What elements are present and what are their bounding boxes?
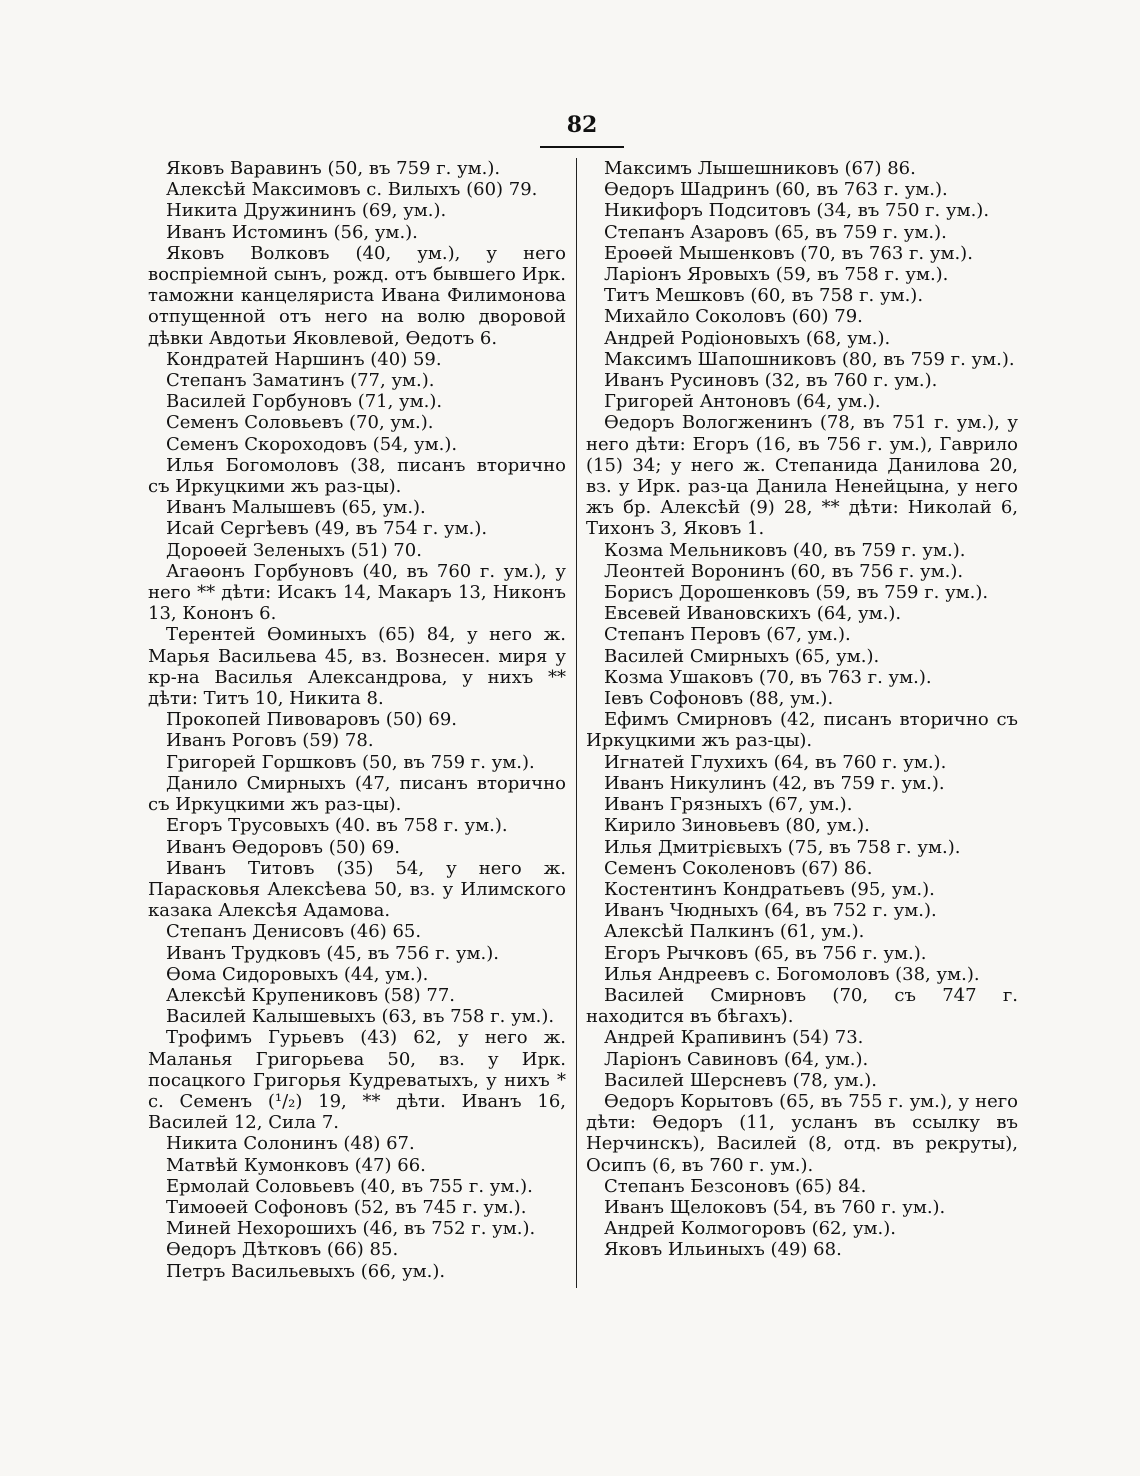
register-entry: Егоръ Рычковъ (65, въ 756 г. ум.). [604, 942, 927, 964]
register-entry: Иванъ Никулинъ (42, въ 759 г. ум.). [604, 772, 945, 794]
register-entry: Степанъ Заматинъ (77, ум.). [166, 370, 435, 392]
register-entry: Григорей Горшковъ (50, въ 759 г. ум.). [166, 751, 535, 773]
register-entry: Илья Дмитрієвыхъ (75, въ 758 г. ум.). [604, 836, 961, 858]
register-entry: Иванъ Истоминъ (56, ум.). [166, 221, 418, 243]
register-entry: Степанъ Перовъ (67, ум.). [604, 624, 851, 646]
register-entry: Тимоөей Софоновъ (52, въ 745 г. ум.). [166, 1196, 527, 1218]
register-entry: Максимъ Шапошниковъ (80, въ 759 г. ум.). [604, 348, 1015, 370]
page-number-underline [540, 146, 624, 148]
register-entry: Өедоръ Корытовъ (65, въ 755 г. ум.), у него дѣти: Өедоръ (11, усланъ въ ссылку въ Нерчинскъ), Василей (8, отд. въ рекруты), Осипъ (6, въ 760 г. ум.). [586, 1090, 1018, 1176]
register-entry: Степанъ Безсоновъ (65) 84. [604, 1175, 867, 1197]
register-entry: Василей Смирныхъ (65, ум.). [604, 645, 880, 667]
register-entry: Григорей Антоновъ (64, ум.). [604, 391, 881, 413]
page-number: 82 [566, 112, 598, 138]
register-entry: Ефимъ Смирновъ (42, писанъ вторично съ Иркуцкими жъ раз-цы). [586, 709, 1018, 752]
register-entry: Иванъ Русиновъ (32, въ 760 г. ум.). [604, 370, 938, 392]
register-entry: Иванъ Трудковъ (45, въ 756 г. ум.). [166, 942, 500, 964]
register-entry: Андрей Крапивинъ (54) 73. [604, 1027, 864, 1049]
column-divider [576, 158, 577, 1288]
register-entry: Иванъ Өедоровъ (50) 69. [166, 836, 401, 858]
register-entry: Трофимъ Гурьевъ (43) 62, у него ж. Маланья Григорьева 50, вз. у Ирк. посацкого Григорья Кудреватыхъ, у нихъ * с. Семенъ (¹/₂) 19, ** дѣти. Иванъ 16, Василей 12, Сила 7. [148, 1027, 566, 1134]
register-entry: Андрей Родіоновыхъ (68, ум.). [604, 327, 891, 349]
register-entry: Илья Богомоловъ (38, писанъ вторично съ Иркуцкими жъ раз-цы). [148, 454, 566, 498]
register-entry: Василей Горбуновъ (71, ум.). [166, 391, 443, 413]
register-entry: Егоръ Трусовыхъ (40. въ 758 г. ум.). [166, 815, 508, 837]
register-entry: Ларіонъ Савиновъ (64, ум.). [604, 1048, 869, 1070]
register-entry: Петръ Васильевыхъ (66, ум.). [166, 1260, 446, 1282]
register-entry: Ермолай Соловьевъ (40, въ 755 г. ум.). [166, 1175, 533, 1197]
register-entry: Яковъ Ильиныхъ (49) 68. [604, 1239, 842, 1261]
register-entry: Михайло Соколовъ (60) 79. [604, 306, 863, 328]
register-entry: Іевъ Софоновъ (88, ум.). [604, 688, 834, 710]
register-entry: Василей Калышевыхъ (63, въ 758 г. ум.). [166, 1006, 555, 1028]
register-entry: Степанъ Азаровъ (65, въ 759 г. ум.). [604, 221, 947, 243]
register-entry: Яковъ Волковъ (40, ум.), у него воспріемной сынъ, рожд. отъ бывшего Ирк. таможни канцеляриста Ивана Филимонова отпущенной отъ него на волю дворовой дѣвки Авдотьи Яковлевой, Өедотъ 6. [148, 242, 566, 349]
register-entry: Илья Андреевъ с. Богомоловъ (38, ум.). [604, 963, 980, 985]
register-entry: Кирило Зиновьевъ (80, ум.). [604, 815, 870, 837]
register-entry: Василей Шерсневъ (78, ум.). [604, 1069, 878, 1091]
register-entry: Агаөонъ Горбуновъ (40, въ 760 г. ум.), у него ** дѣти: Исакъ 14, Макаръ 13, Никонъ 13, Кононъ 6. [148, 560, 566, 625]
register-entry: Өедоръ Шадринъ (60, въ 763 г. ум.). [604, 179, 948, 201]
register-entry: Никита Дружининъ (69, ум.). [166, 200, 447, 222]
register-entry: Андрей Колмогоровъ (62, ум.). [604, 1218, 897, 1240]
register-entry: Евсевей Ивановскихъ (64, ум.). [604, 603, 902, 625]
register-entry: Титъ Мешковъ (60, въ 758 г. ум.). [604, 285, 924, 307]
left-column [148, 158, 566, 1282]
register-entry: Василей Смирновъ (70, съ 747 г. находится въ бѣгахъ). [586, 984, 1018, 1028]
right-column [586, 158, 1018, 1261]
register-entry: Өедоръ Дѣтковъ (66) 85. [166, 1239, 399, 1261]
register-entry: Иванъ Роговъ (59) 78. [166, 730, 374, 752]
register-entry: Өома Сидоровыхъ (44, ум.). [166, 963, 429, 985]
register-entry: Семенъ Скороходовъ (54, ум.). [166, 433, 458, 455]
register-entry: Алексѣй Палкинъ (61, ум.). [604, 921, 865, 943]
register-entry: Костентинъ Кондратьевъ (95, ум.). [604, 878, 935, 900]
register-entry: Прокопей Пивоваровъ (50) 69. [166, 709, 458, 731]
register-entry: Максимъ Лышешниковъ (67) 86. [604, 158, 916, 179]
register-entry: Иванъ Щелоковъ (54, въ 760 г. ум.). [604, 1196, 946, 1218]
register-entry: Семенъ Соколеновъ (67) 86. [604, 857, 873, 879]
register-entry: Семенъ Соловьевъ (70, ум.). [166, 412, 434, 434]
register-entry: Козма Ушаковъ (70, въ 763 г. ум.). [604, 666, 932, 688]
register-entry: Яковъ Варавинъ (50, въ 759 г. ум.). [166, 158, 501, 179]
register-entry: Исай Сергѣевъ (49, въ 754 г. ум.). [166, 518, 488, 540]
register-entry: Козма Мельниковъ (40, въ 759 г. ум.). [604, 539, 966, 561]
register-entry: Миней Нехорошихъ (46, въ 752 г. ум.). [166, 1218, 536, 1240]
register-entry: Данило Смирныхъ (47, писанъ вторично съ Иркуцкими жъ раз-цы). [148, 772, 566, 816]
register-entry: Никита Солонинъ (48) 67. [166, 1133, 415, 1155]
register-entry: Өедоръ Вологженинъ (78, въ 751 г. ум.), у него дѣти: Егоръ (16, въ 756 г. ум.), Гаврило (15) 34; у него ж. Степанида Данилова 20, вз. у Ирк. раз-ца Данила Ненейцына, у него жъ бр. Алексѣй (9) 28, ** дѣти: Николай 6, Тихонъ 3, Яковъ 1. [586, 412, 1018, 540]
register-entry: Игнатей Глухихъ (64, въ 760 г. ум.). [604, 751, 947, 773]
register-entry: Леонтей Воронинъ (60, въ 756 г. ум.). [604, 560, 964, 582]
register-entry: Терентей Өоминыхъ (65) 84, у него ж. Марья Васильева 45, вз. Вознесен. миря у кр-на Василья Александрова, у нихъ ** дѣти: Титъ 10, Никита 8. [148, 624, 566, 710]
register-entry: Иванъ Титовъ (35) 54, у него ж. Парасковья Алексѣева 50, вз. у Илимского казака Алексѣя Адамова. [148, 857, 566, 922]
register-entry: Борисъ Дорошенковъ (59, въ 759 г. ум.). [604, 582, 989, 604]
register-entry: Алексѣй Крупениковъ (58) 77. [166, 984, 456, 1006]
register-entry: Кондратей Наршинъ (40) 59. [166, 348, 442, 370]
register-entry: Иванъ Грязныхъ (67, ум.). [604, 794, 853, 816]
register-entry: Никифоръ Подситовъ (34, въ 750 г. ум.). [604, 200, 990, 222]
register-entry: Иванъ Чюдныхъ (64, въ 752 г. ум.). [604, 900, 937, 922]
register-entry: Матвѣй Кумонковъ (47) 66. [166, 1154, 426, 1176]
register-entry: Степанъ Денисовъ (46) 65. [166, 921, 422, 943]
register-entry: Ларіонъ Яровыхъ (59, въ 758 г. ум.). [604, 264, 949, 286]
register-entry: Дороөей Зеленыхъ (51) 70. [166, 539, 422, 561]
register-entry: Ероөей Мышенковъ (70, въ 763 г. ум.). [604, 242, 973, 264]
register-entry: Иванъ Малышевъ (65, ум.). [166, 497, 426, 519]
register-entry: Алексѣй Максимовъ с. Вилыхъ (60) 79. [166, 179, 538, 201]
